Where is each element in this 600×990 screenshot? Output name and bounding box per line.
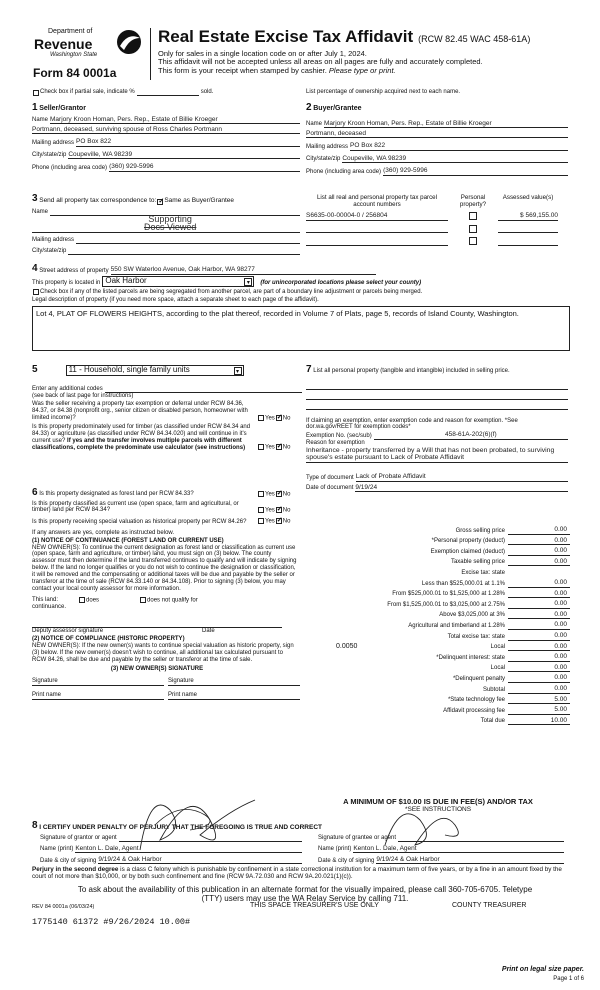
minimum-line2: *SEE INSTRUCTIONS <box>404 806 472 813</box>
section-3-num: 3 <box>32 193 38 204</box>
tax-row-value[interactable]: 0.00 <box>508 674 570 682</box>
section-6-num: 6 <box>32 487 38 498</box>
section-2-title: Buyer/Grantee <box>313 105 362 112</box>
partial-sold-label: sold. <box>200 89 214 95</box>
section-4-property <box>32 263 570 351</box>
cashier-receipt-stamp: 1775140 61372 #9/26/2024 10.00# <box>32 917 191 927</box>
tax-row <box>306 641 570 652</box>
street-address-field[interactable]: 550 SW Waterloo Avenue, Oak Harbor, WA 98277 <box>111 266 376 274</box>
forest-no-label: No <box>282 491 291 498</box>
header-divider <box>150 28 151 80</box>
location-value: Oak Harbor <box>105 276 147 286</box>
reason-label: Reason for exemption <box>306 439 365 446</box>
buyer-mail-label: Mailing address <box>306 144 349 151</box>
historic-question: Is this property receiving special valuation as historical property per RCW 84.26? <box>32 518 247 525</box>
section-8-certify <box>32 820 572 864</box>
accessibility-line2: (TTY) users may use the WA Relay Service by calling 711. <box>201 894 409 903</box>
tax-row-label: *State technology fee <box>447 697 505 704</box>
seller-mail-label: Mailing address <box>32 140 75 147</box>
header-line2: This affidavit will not be accepted unless all areas on all pages are fully and accurately completed. <box>158 57 483 67</box>
header-line3: This form is your receipt when stamped by cashier. <box>158 65 329 75</box>
timber-yes-label: Yes <box>265 444 275 451</box>
grantee-date-label: Date & city of signing <box>318 857 375 864</box>
notice-continuance-title: (1) NOTICE OF CONTINUANCE (FOREST LAND OR CURRENT USE) <box>32 537 224 544</box>
corr-mail-label: Mailing address <box>32 236 75 243</box>
use-code-value: 11 - Household, single family units <box>68 365 190 375</box>
additional-codes-label: Enter any additional codes <box>32 385 103 392</box>
header-line3b: Please type or print. <box>328 65 396 75</box>
tax-row-value[interactable]: 0.00 <box>508 653 570 661</box>
doc-date-label: Date of document <box>306 485 354 492</box>
section-4-num: 4 <box>32 263 38 274</box>
tax-row <box>306 704 570 715</box>
buyer-name-label: Name <box>306 121 323 128</box>
historic-no-checkbox[interactable] <box>276 518 282 524</box>
buyer-phone-label: Phone (including area code) <box>306 168 382 175</box>
parcel-col-header: List all real and personal property tax parcel account numbers <box>316 194 438 209</box>
section-5-num: 5 <box>32 364 38 375</box>
does-label: does <box>86 597 100 604</box>
section-8-title: I CERTIFY UNDER PENALTY OF PERJURY THAT THE FOREGOING IS TRUE AND CORRECT <box>39 824 323 832</box>
stamp-line2: Docs Viewed <box>144 222 197 232</box>
parcel-number-1[interactable]: S6635-00-00004-0 / 256804 <box>306 212 448 220</box>
tax-row <box>306 588 570 599</box>
tax-row-label: Total excise tax: state <box>447 633 505 640</box>
tax-row-label: Agricultural and timberland at 1.28% <box>408 623 505 630</box>
tax-row-label: From $525,000.01 to $1,525,000 at 1.28% <box>392 591 505 598</box>
dept-line3: Washington State <box>50 52 98 59</box>
personal-property-checkbox-3[interactable] <box>469 237 477 245</box>
new-owner-sig-2[interactable]: Signature <box>168 678 300 686</box>
location-note: (for unincorporated locations please select your county) <box>260 279 422 286</box>
tax-row-value[interactable]: 0.00 <box>508 685 570 693</box>
exemption-no-field[interactable]: 458-61A-202(6)(f) <box>374 431 568 439</box>
notice-compliance-text: NEW OWNER(S): If the new owner(s) wants to continue special valuation as historic property, sign (3) below. If the new owner(s) doesn't wish to continue, all additional tax calculated pursuant to RCW 84.26, shall be due and payable by the seller or transferor at the time of sale. <box>32 642 294 663</box>
buyer-city-label: City/state/zip <box>306 156 341 163</box>
tax-row <box>306 566 570 577</box>
reason-field[interactable]: Inheritance - property transferred by a Will that has not been probated, to surviving spouse's estate pursuant to Lack of Probate Affidavit <box>306 447 568 464</box>
deputy-signature-label: Deputy assessor signature <box>32 628 104 635</box>
perjury-text: is a class C felony which is punishable by confinement in a state correctional institution for a maximum term of five years, or by a fine in an amount fixed by the court of not more than $10,000, or by both such confinement and fine (RCW 9A.72.030 and RCW 9A.20.021(1)(c)). <box>32 866 562 881</box>
assessed-value-3[interactable] <box>498 238 558 246</box>
tax-row <box>306 683 570 694</box>
tax-row-value[interactable]: 5.00 <box>508 706 570 714</box>
tax-row-label: Less than $525,000.01 at 1.1% <box>421 580 505 587</box>
buyer-city-field[interactable]: Coupeville, WA 98239 <box>342 155 568 163</box>
this-land-label: This land: <box>32 597 59 604</box>
tax-row <box>306 545 570 556</box>
form-rcw: (RCW 82.45 WAC 458-61A) <box>418 34 531 44</box>
location-select[interactable] <box>102 276 254 287</box>
forest-no-checkbox[interactable] <box>276 491 282 497</box>
tax-row <box>306 715 570 726</box>
section-2-num: 2 <box>306 102 312 113</box>
section-8-num: 8 <box>32 820 38 831</box>
section-7-title: List all personal property (tangible and intangible) included in selling price. <box>313 368 510 374</box>
additional-codes-field[interactable] <box>105 386 302 393</box>
doc-date-field[interactable]: 9/19/24 <box>355 484 568 492</box>
tax-row-value[interactable]: 10.00 <box>508 717 570 725</box>
assessed-value-2[interactable] <box>498 225 558 233</box>
grantor-name-label: Name (print) <box>40 846 74 853</box>
tax-row-label: Local <box>490 665 505 672</box>
tax-row <box>306 556 570 567</box>
local-rate: 0.0050 <box>336 643 358 651</box>
corr-name-label: Name <box>32 208 49 215</box>
section-7-personal <box>306 364 568 492</box>
tax-row <box>306 524 570 535</box>
dor-swoosh-icon <box>114 28 144 56</box>
form-title: Real Estate Excise Tax Affidavit <box>158 27 414 46</box>
dept-line2: Revenue <box>34 36 93 53</box>
tax-row-label: Affidavit processing fee <box>443 707 505 714</box>
exemption-no-checkbox[interactable] <box>276 415 282 421</box>
form-number: Form 84 0001a <box>33 66 117 80</box>
tax-row-value[interactable]: 0.00 <box>508 632 570 640</box>
tax-row-value[interactable]: 0.00 <box>508 664 570 672</box>
dept-line1: Department of <box>48 28 93 35</box>
street-address-label: Street address of property <box>39 267 109 274</box>
tax-row <box>306 577 570 588</box>
tax-row-label: Excise tax: state <box>461 570 505 577</box>
section-6-forest <box>32 487 302 700</box>
section-1-seller <box>32 102 300 172</box>
section-3-title: Send all property tax correspondence to: <box>39 197 157 205</box>
perjury-bold: Perjury in the second degree <box>32 866 119 873</box>
notice-compliance-title: (2) NOTICE OF COMPLIANCE (HISTORIC PROPERTY) <box>32 636 185 643</box>
list-pct-note: List percentage of ownership acquired next to each name. <box>306 89 461 95</box>
tax-row-value[interactable]: 0.00 <box>508 579 570 587</box>
tax-row-label: Exemption claimed (deduct) <box>430 548 505 555</box>
tax-row <box>306 630 570 641</box>
personal-col-header: Personal property? <box>459 194 487 209</box>
grantor-name-field[interactable]: Kenton L. Dale, Agent <box>75 845 302 853</box>
seller-phone-label: Phone (including area code) <box>32 164 108 171</box>
personal-property-line-1[interactable] <box>306 380 568 390</box>
grantee-signature-icon <box>380 795 470 855</box>
seller-name-label: Name <box>32 117 49 124</box>
treasurer-use-label: THIS SPACE TREASURER'S USE ONLY <box>250 902 379 909</box>
dor-logo <box>34 28 154 59</box>
personal-property-line-2[interactable] <box>306 390 568 400</box>
new-owner-signature-title: (3) NEW OWNER(S) SIGNATURE <box>110 665 204 672</box>
tax-row-label: Total due <box>480 718 505 725</box>
section-3-correspondence <box>32 193 300 255</box>
page-number: Page 1 of 6 <box>553 976 584 982</box>
tax-row <box>306 672 570 683</box>
seller-name-field[interactable]: Marjory Kroon Homan, Pers. Rep., Estate of Billie Kroeger <box>50 116 300 124</box>
does-not-qualify-checkbox[interactable] <box>140 597 146 603</box>
personal-property-checkbox-2[interactable] <box>469 225 477 233</box>
tax-row-label: Gross selling price <box>455 527 505 534</box>
segregated-label: Check box if any of the listed parcels are being segregated from another parcel, are part of a boundary line adjustment or parcels being merged. <box>40 288 423 295</box>
new-owner-print-1[interactable]: Print name <box>32 692 164 700</box>
does-not-label: does not qualify for <box>147 597 198 604</box>
tax-row-value[interactable]: 0.00 <box>508 611 570 619</box>
grantor-date-label: Date & city of signing <box>40 857 97 864</box>
tax-row-value[interactable]: 0.00 <box>508 547 570 555</box>
current-use-question: Is this property classified as current use (open space, farm and agricultural, or timber) land per RCW 84.34? <box>32 500 239 514</box>
exemption-no-label: No <box>282 415 291 422</box>
seller-phone-field[interactable]: (360) 929-5996 <box>109 163 300 171</box>
continuance-label: continuance. <box>32 604 67 611</box>
legal-paper-note: Print on legal size paper. <box>501 966 584 973</box>
tax-row-label: *Personal property (deduct) <box>431 538 505 545</box>
buyer-name-field[interactable]: Marjory Kroon Homan, Pers. Rep., Estate of Billie Kroeger <box>324 120 568 128</box>
deputy-date-label: Date <box>202 628 215 635</box>
chevron-down-icon[interactable]: ▾ <box>234 367 242 375</box>
grantor-signature-icon <box>130 780 270 860</box>
tax-row-value[interactable]: 0.00 <box>508 643 570 651</box>
forest-yes-checkbox[interactable] <box>258 491 264 497</box>
perjury-notice <box>32 866 572 880</box>
partial-sale-label: Check box if partial sale, indicate % <box>40 89 135 95</box>
tax-row-value[interactable]: 0.00 <box>508 590 570 598</box>
tax-row-label: From $1,525,000.01 to $3,025,000 at 2.75% <box>387 601 505 608</box>
chevron-down-icon[interactable]: ▾ <box>244 278 252 286</box>
section-1-num: 1 <box>32 102 38 113</box>
parcel-number-2[interactable] <box>306 225 448 233</box>
legal-description-field[interactable]: Lot 4, PLAT OF FLOWERS HEIGHTS, according to the plat thereof, recorded in Volume 7 of Plats, page 5, records of Island County, Washington. <box>32 306 570 351</box>
tax-row-label: *Delinquent penalty <box>452 676 505 683</box>
tax-row-value[interactable]: 0.00 <box>508 600 570 608</box>
corr-city-label: City/state/zip <box>32 247 67 254</box>
partial-pct-field[interactable] <box>137 95 199 96</box>
historic-yes-checkbox[interactable] <box>258 518 264 524</box>
same-as-buyer-label: Same as Buyer/Grantee <box>164 197 235 205</box>
grantee-name-field[interactable]: Kenton L. Dale, Agent <box>353 845 564 853</box>
grantor-date-field[interactable]: 9/19/24 & Oak Harbor <box>98 856 302 864</box>
stamp-line1: Supporting <box>148 214 192 224</box>
buyer-phone-field[interactable]: (360) 929-5996 <box>383 167 568 175</box>
tax-computation <box>306 524 570 725</box>
current-use-no-label: No <box>282 507 291 514</box>
current-use-no-checkbox[interactable] <box>276 507 282 513</box>
buyer-mail-field[interactable]: PO Box 822 <box>350 142 568 150</box>
timber-question-text: Is this property predominately used for timber (as classified under RCW 84.34 and 84.33) or agriculture (as classified under RCW 84.34.020) and will continue in it's current use? <box>32 424 251 444</box>
tax-row-label: Above $3,025,000 at 3% <box>439 612 505 619</box>
tax-row-value[interactable]: 5.00 <box>508 696 570 704</box>
tax-row-value[interactable]: 0.00 <box>508 526 570 534</box>
grantee-name-label: Name (print) <box>318 846 352 853</box>
same-as-buyer-checkbox[interactable] <box>157 199 163 205</box>
see-back-note: (see back of last page for instructions) <box>32 392 134 399</box>
buyer-name-field-2[interactable]: Portmann, deceased <box>306 130 568 138</box>
revision-label: REV 84 0001a (06/03/24) <box>32 904 95 910</box>
section-1-title: Seller/Grantor <box>39 105 86 112</box>
seller-name-field-2[interactable]: Portmann, deceased, surviving spouse of Ross Charles Portmann <box>32 126 300 134</box>
accessibility-notice <box>40 885 570 903</box>
assessed-col-header: Assessed value(s) <box>502 194 554 201</box>
historic-no-label: No <box>282 518 291 525</box>
personal-property-line-3[interactable] <box>306 400 568 410</box>
tax-row <box>306 662 570 673</box>
tax-row-label: *Delinquent interest: state <box>436 654 505 661</box>
forest-question: Is this property designated as forest land per RCW 84.33? <box>39 491 194 497</box>
current-use-yes-label: Yes <box>265 507 275 514</box>
exemption-yes-label: Yes <box>265 415 275 422</box>
tax-row <box>306 619 570 630</box>
grantee-date-field[interactable]: 9/19/24 & Oak Harbor <box>376 856 564 864</box>
tax-row <box>306 694 570 705</box>
tax-row-value[interactable]: 0.00 <box>508 558 570 566</box>
exemption-no-label: Exemption No. (sec/sub) <box>306 432 372 439</box>
parcel-table <box>306 194 568 246</box>
exemption-yes-checkbox[interactable] <box>258 415 264 421</box>
timber-no-label: No <box>282 444 291 451</box>
minimum-line1: A MINIMUM OF $10.00 IS DUE IN FEE(S) AND/OR TAX <box>343 797 533 806</box>
exemption-instructions: If claiming an exemption, enter exemption code and reason for exemption. *See dor.wa.gov/REET for exemption codes* <box>306 417 518 431</box>
tax-row <box>306 651 570 662</box>
seller-mail-field[interactable]: PO Box 822 <box>76 138 300 146</box>
seller-city-field[interactable]: Coupeville, WA 98239 <box>68 151 300 159</box>
notice-continuance-text: NEW OWNER(S): To continue the current designation as forest land or classification as current use (open space, farm and agriculture, or timber) land, you must sign on (3) below. The county assessor must then determine if the land transferred continues to qualify and will indicate by signing below. If the land no longer qualifies or you do not wish to continue the designation or classification, it will be removed and the compensating or additional taxes will be due and payable by the seller or transferor at the time of sale (RCW 84.33.140 or 84.34.108). Prior to signing (3) below, you may contact your local county assessor for more information. <box>32 544 297 592</box>
location-label: This property is located in <box>32 279 101 286</box>
personal-property-checkbox-1[interactable] <box>469 212 477 220</box>
section-2-buyer <box>306 102 568 176</box>
legal-desc-label: Legal description of property (if you need more space, attach a separate sheet to each page of the affidavit). <box>32 297 319 304</box>
tax-row-label: Subtotal <box>482 686 505 693</box>
timber-question <box>32 424 257 452</box>
supporting-docs-stamp <box>144 215 196 231</box>
timber-no-checkbox[interactable] <box>276 444 282 450</box>
timber-yes-checkbox[interactable] <box>258 444 264 450</box>
tax-row <box>306 609 570 620</box>
assessed-value-1[interactable]: $ 569,155.00 <box>498 212 558 220</box>
tax-row <box>306 598 570 609</box>
current-use-yes-checkbox[interactable] <box>258 507 264 513</box>
seller-city-label: City/state/zip <box>32 152 67 159</box>
exemption-question: Was the seller receiving a property tax exemption or deferral under RCW 84.36, 84.37, or 84.38 (nonprofit org., senior citizen or disabled person, homeowner with limited income)? <box>32 401 248 422</box>
new-owner-sig-1[interactable]: Signature <box>32 678 164 686</box>
segregated-checkbox[interactable] <box>33 289 39 295</box>
tax-row-label: Taxable selling price <box>450 559 505 566</box>
section-7-num: 7 <box>306 364 312 375</box>
parcel-number-3[interactable] <box>306 238 448 246</box>
doc-type-label: Type of document <box>306 474 354 481</box>
tax-row <box>306 535 570 546</box>
corr-city-field[interactable] <box>68 248 300 255</box>
header-line1: Only for sales in a single location code on or after July 1, 2024. <box>158 48 367 58</box>
tax-row-value[interactable]: 0.00 <box>508 621 570 629</box>
new-owner-print-2[interactable]: Print name <box>168 692 300 700</box>
use-code-select[interactable] <box>66 365 244 376</box>
tax-row-label: Local <box>490 644 505 651</box>
timber-question-bold: If yes and the transfer involves multiple parcels with different classifications, complete the predominate use calculator (see instructions) <box>32 437 246 451</box>
partial-sale-checkbox[interactable] <box>33 90 39 96</box>
grantor-sig-label: Signature of grantor or agent <box>40 834 117 841</box>
corr-mail-field[interactable] <box>76 237 300 244</box>
does-qualify-checkbox[interactable] <box>79 597 85 603</box>
doc-type-field[interactable]: Lack of Probate Affidavit <box>356 473 568 481</box>
historic-yes-label: Yes <box>265 518 275 525</box>
grantee-sig-label: Signature of grantee or agent <box>318 834 397 841</box>
section-5-use <box>32 364 302 452</box>
answers-note: If any answers are yes, complete as instructed below. <box>32 529 175 536</box>
accessibility-line1: To ask about the availability of this publication in an alternate format for the visually impaired, please call 360-705-6705. Teletype <box>77 885 533 894</box>
tax-row-value[interactable]: 0.00 <box>508 537 570 545</box>
county-treasurer-label: COUNTY TREASURER <box>452 902 527 909</box>
forest-yes-label: Yes <box>265 491 275 498</box>
